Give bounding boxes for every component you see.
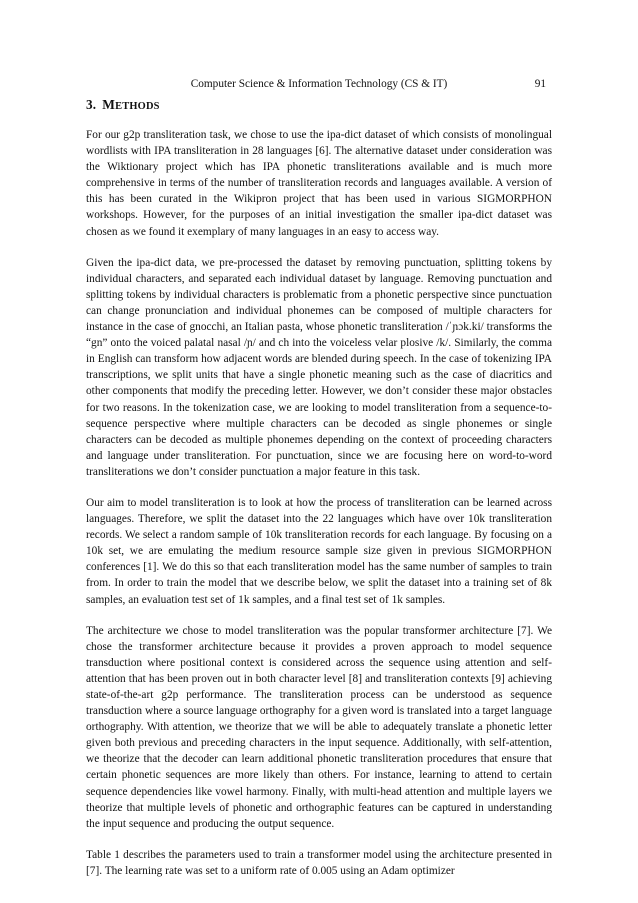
paragraph-architecture: The architecture we chose to model transliteration was the popular transformer architecture [7]. We chose the transformer architecture because it provides a proven approach to model sequence transduction where positional context is considered across the sequence using attention and self-attention that has been proven out in both character level [8] and transliteration contexts [9] achieving state-of-the-art g2p performance. The transliteration process can be understood as sequence transduction where a source language orthography for a given word is translated into a target language orthography. With attention, we theorize that we will be able to adequately translate a phonetic letter given both previous and preceding characters in the input sequence. Additionally, with self-attention, we theorize that the decoder can learn additional phonetic transliteration procedures that ensure that certain phonetic sequences are more likely than others. For instance, learning to attend to certain sequence dependencies like vowel harmony. Finally, with multi-head attention and multiple layers we theorize that multiple levels of phonetic and orthographic features can be captured in understanding the input sequence and producing the output sequence. [86,624,552,830]
paragraph-parameters: Table 1 describes the parameters used to train a transformer model using the architecture presented in [7]. The learning rate was set to a uniform rate of 0.005 using an Adam optimizer [86,848,552,877]
body-text [86,127,552,894]
section-title-initial: M [102,97,116,112]
paragraph-dataset: For our g2p transliteration task, we chose to use the ipa-dict dataset of which consists of monolingual wordlists with IPA transliteration in 28 languages [6]. The alternative dataset under consideration was the Wiktionary project which has IPA phonetic transliterations available and is much more comprehensive in terms of the number of transliteration records and languages available. A version of this has been curated in the Wikipron project that has been used in various SIGMORPHON workshops. However, for the purposes of an initial investigation the smaller ipa-dict dataset was chosen as we found it exemplary of many languages in an easy to access way. [86,129,552,238]
paragraph-preprocessing: Given the ipa-dict data, we pre-processed the dataset by removing punctuation, splitting tokens by individual characters, and separated each individual dataset by language. Removing punctuation and splitting tokens by individual characters is problematic from a phonetic perspective since punctuation can change pronunciation and individual phonemes can be composed of multiple characters for instance in the case of gnocchi, an Italian pasta, whose phonetic transliteration /ˈɲɔk.ki/ transforms the “gn” onto the voiced palatal nasal /ɲ/ and ch into the voiceless velar plosive /k/. Similarly, the comma in English can transform how adjacent words are blended during speech. In the case of tokenizing IPA transcriptions, we split units that have a single phonetic meaning such as the case of diacritics and other components that modify the preceding letter. However, we don’t consider these major obstacles for two reasons. In the tokenization case, we are looking to model transliteration from a sequence-to-sequence perspective where multiple characters can be decoded as single phonemes or single characters can be decoded as multiple phonemes depending on the context of proceeding characters and language under transliteration. For punctuation, since we are focusing here on word-to-word transliterations we don’t consider punctuation a major feature in this task. [86,256,552,478]
journal-name: Computer Science & Information Technology (CS & IT) [190,78,448,90]
page-number: 91 [534,78,546,90]
running-header [86,76,552,92]
section-number: 3. [86,97,97,112]
section-heading [86,96,160,116]
section-title-rest: ETHODS [115,101,160,112]
paragraph-sampling: Our aim to model transliteration is to look at how the process of transliteration can be learned across languages. Therefore, we split the dataset into the 22 languages which have over 10k transliteration records. We select a random sample of 10k transliteration records for each language. By focusing on a 10k set, we are emulating the medium resource sample size given in previous SIGMORPHON conferences [1]. We do this so that each transliteration model has the same number of samples to train from. In order to train the model that we describe below, we split the dataset into a training set of 8k samples, an evaluation test set of 1k samples, and a final test set of 1k samples. [86,496,552,606]
